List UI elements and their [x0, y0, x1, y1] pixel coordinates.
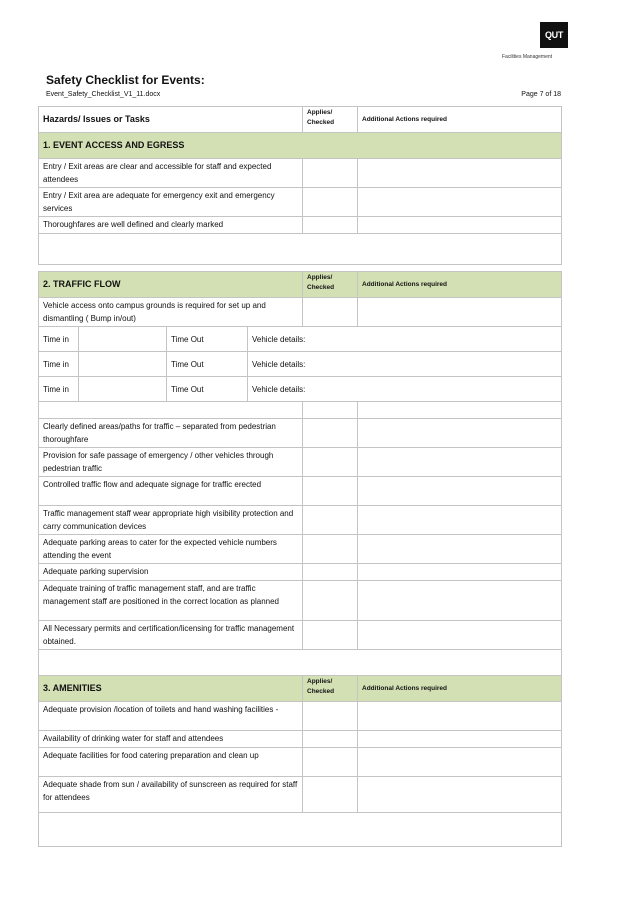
time-in-field[interactable] — [79, 377, 167, 402]
item-text: Thoroughfares are well defined and clearly marked — [39, 217, 303, 234]
section3-actions: Additional Actions required — [358, 676, 562, 702]
section2-header — [39, 272, 562, 298]
item-text: Entry / Exit area are adequate for emergency exit and emergency services — [39, 188, 303, 217]
section3-title: 3. AMENITIES — [39, 676, 303, 702]
section1-title: 1. EVENT ACCESS AND EGRESS — [39, 133, 562, 159]
applies-cell[interactable] — [303, 217, 358, 234]
page-number: Page 7 of 18 — [521, 91, 561, 98]
applies-cell[interactable] — [303, 477, 358, 506]
item-text: Adequate shade from sun / availability of sunscreen as required for staff for attendees — [39, 777, 303, 813]
actions-cell[interactable] — [358, 581, 562, 621]
table-row — [39, 477, 562, 506]
document-reference: Event_Safety_Checklist_V1_11.docx — [46, 91, 161, 98]
section2-applies: Applies/ Checked — [303, 272, 358, 298]
time-row — [39, 352, 562, 377]
table-row — [39, 731, 562, 748]
header-hazards: Hazards/ Issues or Tasks — [39, 107, 303, 133]
applies-cell[interactable] — [303, 419, 358, 448]
table-row — [39, 748, 562, 777]
blank-cell[interactable] — [39, 234, 562, 265]
item-text: Adequate facilities for food catering preparation and clean up — [39, 748, 303, 777]
time-in-label: Time in — [39, 377, 79, 402]
applies-cell[interactable] — [303, 298, 358, 327]
spacer-cell[interactable] — [39, 402, 303, 419]
actions-cell[interactable] — [358, 298, 562, 327]
time-in-field[interactable] — [79, 352, 167, 377]
time-out-label: Time Out — [167, 377, 248, 402]
applies-cell[interactable] — [303, 777, 358, 813]
table-row — [39, 506, 562, 535]
item-text: Entry / Exit areas are clear and accessible for staff and expected attendees — [39, 159, 303, 188]
applies-cell[interactable] — [303, 731, 358, 748]
logo-subtitle: Facilities Management — [502, 54, 553, 60]
section3-header — [39, 676, 562, 702]
table-row — [39, 581, 562, 621]
table-row — [39, 419, 562, 448]
section1-header — [39, 133, 562, 159]
applies-cell[interactable] — [303, 535, 358, 564]
actions-cell[interactable] — [358, 506, 562, 535]
table-row — [39, 621, 562, 650]
applies-cell[interactable] — [303, 581, 358, 621]
vehicle-details-label[interactable]: Vehicle details: — [248, 352, 562, 377]
time-in-field[interactable] — [79, 327, 167, 352]
actions-cell[interactable] — [358, 159, 562, 188]
blank-row — [39, 813, 562, 847]
item-text: Adequate training of traffic management staff, and are traffic management staff are positioned in the correct location as planned — [39, 581, 303, 621]
item-text: All Necessary permits and certification/licensing for traffic management obtained. — [39, 621, 303, 650]
time-row — [39, 327, 562, 352]
section3-table — [38, 675, 562, 847]
section2-actions: Additional Actions required — [358, 272, 562, 298]
page-title: Safety Checklist for Events: — [46, 73, 205, 87]
actions-cell[interactable] — [358, 777, 562, 813]
applies-cell[interactable] — [303, 159, 358, 188]
table-row — [39, 188, 562, 217]
actions-cell[interactable] — [358, 621, 562, 650]
table-header-row — [39, 107, 562, 133]
actions-cell[interactable] — [358, 748, 562, 777]
actions-cell[interactable] — [358, 402, 562, 419]
time-out-label: Time Out — [167, 327, 248, 352]
actions-cell[interactable] — [358, 564, 562, 581]
table-row — [39, 159, 562, 188]
item-text: Clearly defined areas/paths for traffic – separated from pedestrian thoroughfare — [39, 419, 303, 448]
applies-cell[interactable] — [303, 448, 358, 477]
section1-table — [38, 106, 562, 265]
time-in-label: Time in — [39, 352, 79, 377]
applies-cell[interactable] — [303, 702, 358, 731]
item-text: Vehicle access onto campus grounds is required for set up and dismantling ( Bump in/out) — [39, 298, 303, 327]
item-text: Adequate parking supervision — [39, 564, 303, 581]
time-out-label: Time Out — [167, 352, 248, 377]
header-actions: Additional Actions required — [358, 107, 562, 133]
blank-cell[interactable] — [39, 813, 562, 847]
item-text: Availability of drinking water for staff and attendees — [39, 731, 303, 748]
vehicle-details-label[interactable]: Vehicle details: — [248, 327, 562, 352]
section2-table — [38, 271, 562, 681]
actions-cell[interactable] — [358, 217, 562, 234]
table-row — [39, 217, 562, 234]
applies-cell[interactable] — [303, 402, 358, 419]
table-row — [39, 564, 562, 581]
actions-cell[interactable] — [358, 419, 562, 448]
item-text: Adequate provision /location of toilets and hand washing facilities - — [39, 702, 303, 731]
table-row — [39, 702, 562, 731]
item-text: Controlled traffic flow and adequate signage for traffic erected — [39, 477, 303, 506]
table-row — [39, 448, 562, 477]
table-row — [39, 777, 562, 813]
time-in-label: Time in — [39, 327, 79, 352]
item-text: Traffic management staff wear appropriate high visibility protection and carry communication devices — [39, 506, 303, 535]
actions-cell[interactable] — [358, 731, 562, 748]
header-applies: Applies/ Checked — [303, 107, 358, 133]
vehicle-details-label[interactable]: Vehicle details: — [248, 377, 562, 402]
applies-cell[interactable] — [303, 748, 358, 777]
actions-cell[interactable] — [358, 477, 562, 506]
item-text: Adequate parking areas to cater for the expected vehicle numbers attending the event — [39, 535, 303, 564]
table-row — [39, 535, 562, 564]
section3-applies: Applies/ Checked — [303, 676, 358, 702]
actions-cell[interactable] — [358, 448, 562, 477]
item-text: Provision for safe passage of emergency / other vehicles through pedestrian traffic — [39, 448, 303, 477]
table-row — [39, 402, 562, 419]
actions-cell[interactable] — [358, 702, 562, 731]
table-row — [39, 298, 562, 327]
time-row — [39, 377, 562, 402]
applies-cell[interactable] — [303, 621, 358, 650]
applies-cell[interactable] — [303, 506, 358, 535]
applies-cell[interactable] — [303, 564, 358, 581]
section2-title: 2. TRAFFIC FLOW — [39, 272, 303, 298]
applies-cell[interactable] — [303, 188, 358, 217]
qut-logo: QUT — [540, 22, 568, 48]
actions-cell[interactable] — [358, 535, 562, 564]
actions-cell[interactable] — [358, 188, 562, 217]
blank-row — [39, 234, 562, 265]
